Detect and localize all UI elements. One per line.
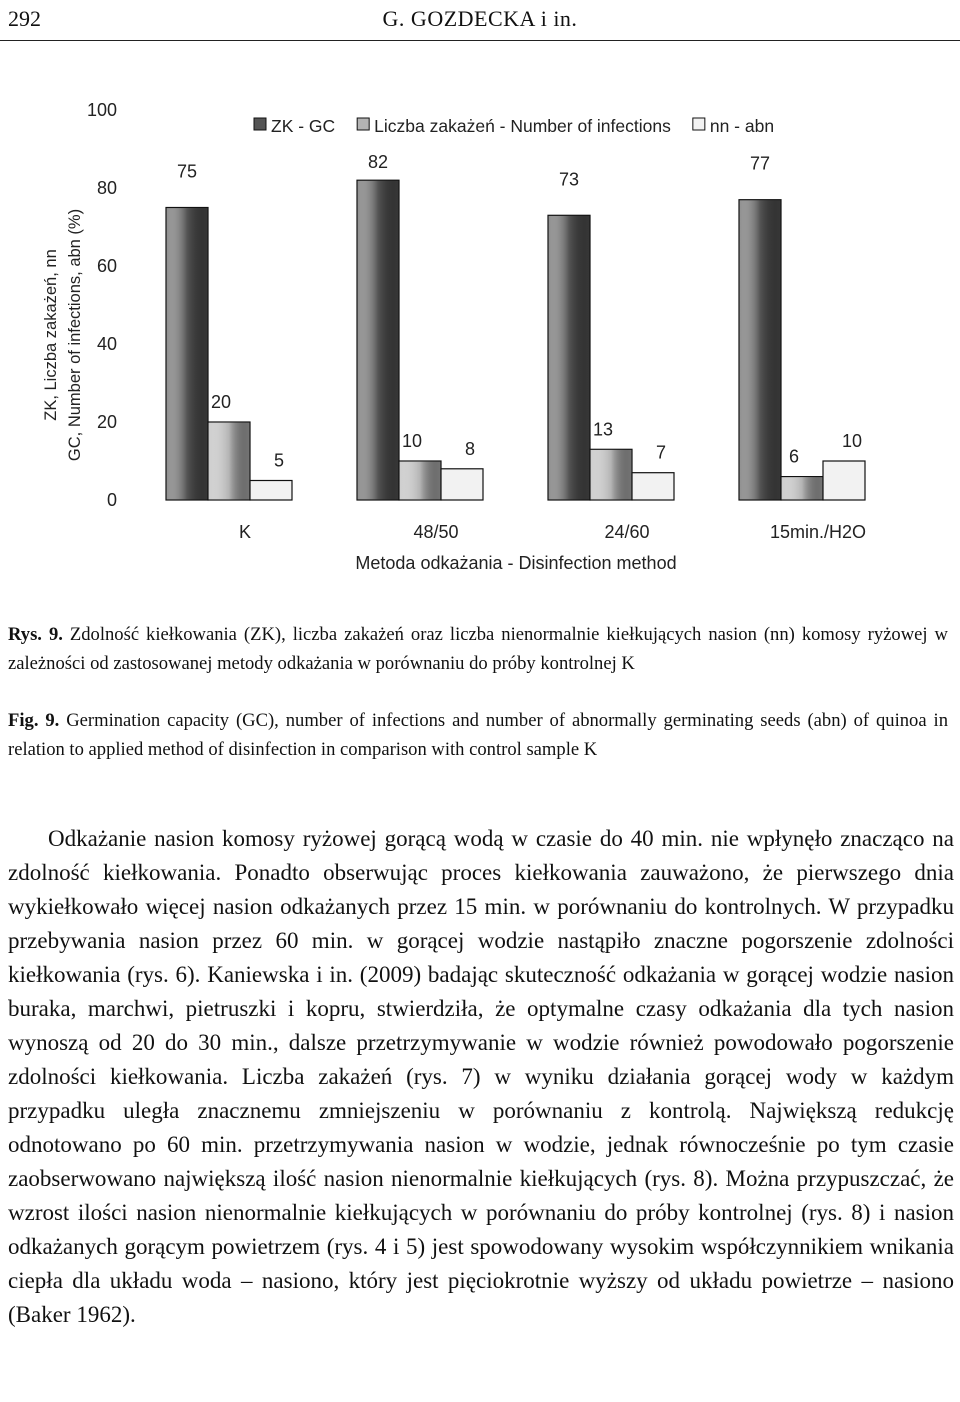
x-tick-label: 15min./H2O — [769, 522, 867, 542]
data-label: 77 — [749, 153, 771, 174]
bar-group — [548, 215, 590, 500]
legend-item — [693, 116, 774, 136]
bar-shading — [167, 208, 208, 499]
x-tick-label: K — [238, 522, 252, 542]
data-label: 10 — [401, 431, 423, 451]
bar — [823, 461, 865, 500]
bar-shading — [591, 450, 632, 500]
page-number: 292 — [8, 6, 41, 31]
legend-label: nn - abn — [709, 116, 775, 136]
bar-group — [166, 208, 208, 501]
data-label: 5 — [273, 450, 285, 471]
bar-group — [357, 180, 399, 500]
x-tick-label: 48/50 — [413, 522, 459, 542]
bar-group — [823, 461, 865, 500]
legend-label: ZK - GC — [271, 116, 336, 136]
caption-label-en: Fig. 9. — [8, 710, 60, 731]
y-tick-label: 100 — [86, 100, 117, 120]
data-label: 10 — [841, 431, 863, 451]
caption-text-en: Germination capacity (GC), number of infections and number of abnormally germinating seeds (abn) of quinoa in relation to applied method of disinfection in comparison with control sample K — [8, 710, 948, 760]
bar-group — [781, 477, 823, 500]
data-label: 7 — [655, 442, 667, 463]
bar-shading — [549, 216, 590, 500]
y-ticks — [87, 100, 117, 510]
bar-shading — [209, 423, 250, 500]
figure-caption-en — [8, 706, 948, 764]
data-label: 20 — [210, 392, 232, 412]
data-label: 13 — [592, 419, 614, 440]
caption-label-pl: Rys. 9. — [8, 624, 63, 645]
y-tick-label: 60 — [96, 256, 117, 276]
bar-group — [739, 200, 781, 500]
running-head — [0, 0, 960, 41]
legend-swatch — [254, 118, 266, 130]
bar-group — [399, 461, 441, 500]
legend-label: Liczba zakażeń - Number of infections — [374, 116, 671, 136]
bar-group — [441, 469, 483, 500]
bar-chart — [0, 90, 960, 590]
legend-item — [357, 116, 671, 136]
bar-group — [208, 422, 250, 500]
bar — [441, 469, 483, 500]
y-tick-label: 20 — [96, 412, 117, 432]
x-ticks — [239, 522, 866, 542]
bar-group — [250, 481, 292, 501]
data-label: 8 — [464, 438, 476, 459]
y-axis-title-line2: GC, Number of infections, abn (%) — [66, 208, 84, 462]
figure-caption-pl — [8, 620, 948, 678]
legend-swatch — [357, 118, 369, 130]
body-text — [8, 822, 954, 1332]
y-tick-label: 0 — [106, 490, 117, 510]
bar-shading — [400, 462, 441, 500]
y-tick-label: 80 — [96, 178, 117, 198]
bar-shading — [358, 181, 399, 500]
y-axis-title-line1: ZK, Liczba zakażeń, nn — [42, 249, 60, 421]
data-label: 82 — [367, 152, 389, 173]
legend-swatch — [693, 118, 705, 130]
data-label: 75 — [176, 161, 198, 182]
data-label: 73 — [558, 169, 580, 190]
bar-shading — [740, 200, 781, 499]
bars — [166, 152, 865, 500]
y-axis-title — [42, 209, 84, 461]
x-axis-title: Metoda odkażania - Disinfection method — [355, 553, 677, 573]
x-tick-label: 24/60 — [604, 522, 650, 542]
bar — [250, 481, 292, 501]
bar-group — [590, 449, 632, 500]
running-title: G. GOZDECKA i in. — [382, 6, 578, 31]
bar-shading — [782, 477, 823, 499]
bar — [632, 473, 674, 500]
legend-item — [254, 116, 335, 136]
caption-text-pl: Zdolność kiełkowania (ZK), liczba zakażeń oraz liczba nienormalnie kiełkujących nasion (nn) komosy ryżowej w zależności od zastosowanej metody odkażania w porównaniu do próby kontrolnej K — [8, 624, 948, 674]
data-label: 6 — [788, 446, 800, 467]
bar-group — [632, 473, 674, 500]
body-paragraph: Odkażanie nasion komosy ryżowej gorącą wodą w czasie do 40 min. nie wpłynęło znacząco na zdolność kiełkowania. Ponadto obserwując proces kiełkowania zauważono, że pierwszego dnia wykiełkowało więcej nasion odkażanych przez 15 min. w porównaniu do kontrolnych. W przypadku przebywania nasion przez 60 min. w gorącej wodzie nastąpiło znaczne pogorszenie zdolności kiełkowania (rys. 6). Kaniewska i in. (2009) badając skuteczność odkażania w gorącej wodzie nasion buraka, marchwi, pietruszki i kopru, stwierdziła, że optymalne czasy odkażania dla tych nasion wynoszą od 20 do 30 min., dalsze przetrzymywanie w wodzie również powodowało pogorszenie zdolności kiełkowania. Liczba zakażeń (rys. 7) w wyniku działania gorącej wody w każdym przypadku uległa znacznemu zmniejszeniu w porównaniu z kontrolą. Największą redukcję odnotowano po 60 min. przetrzymywania nasion w wodzie, jednak równocześnie po tym czasie zaobserwowano największą ilość nasion nienormalnie kiełkujących (rys. 8). Można przypuszczać, że wzrost ilości nasion nienormalnie kiełkujących w porównaniu do próby kontrolnej (rys. 8) i nasion odkażanych gorącym powietrzem (rys. 4 i 5) jest spowodowany wysokim współczynnikiem wnikania ciepła dla układu woda – nasiono, który jest pięciokrotnie wyższy od układu powietrze – nasiono (Baker 1962). — [8, 826, 954, 1327]
y-tick-label: 40 — [96, 334, 117, 354]
legend — [254, 116, 774, 136]
